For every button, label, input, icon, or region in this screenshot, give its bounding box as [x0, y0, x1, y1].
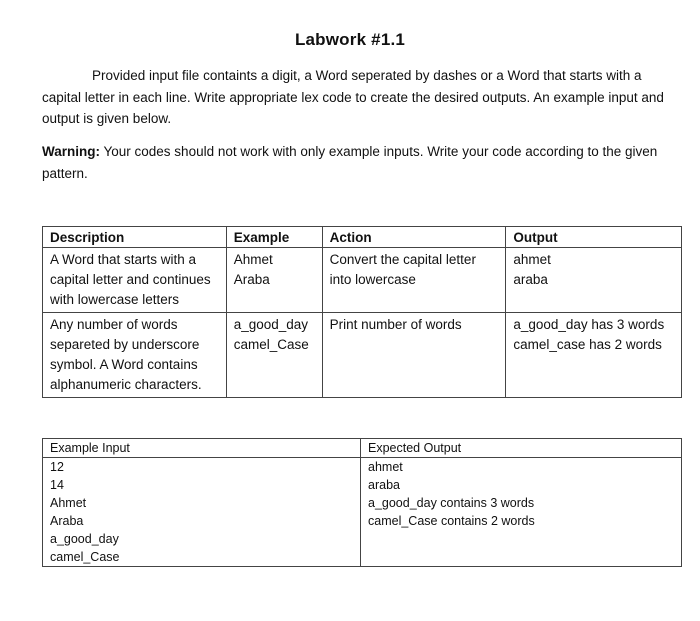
example-input-line: Ahmet [50, 496, 87, 510]
row1-example [226, 248, 322, 313]
row1-action: Convert the capital letter into lowercase [322, 248, 506, 313]
row2-output [506, 313, 682, 398]
table-row [43, 458, 682, 567]
example-io-table [42, 438, 682, 567]
header-example: Example [226, 227, 322, 248]
expected-output-line: a_good_day contains 3 words [368, 496, 535, 510]
row2-example-line: a_good_day [233, 317, 309, 332]
row2-action: Print number of words [322, 313, 506, 398]
header-output: Output [506, 227, 682, 248]
rules-table [42, 226, 682, 398]
row2-output-line: camel_case has 2 words [513, 337, 662, 352]
example-input-line: 12 [50, 460, 64, 474]
row2-output-line: a_good_day has 3 words [513, 317, 665, 332]
row1-output [506, 248, 682, 313]
row1-description: A Word that starts with a capital letter and continues with lowercase letters [43, 248, 227, 313]
header-description: Description [43, 227, 227, 248]
header-expected-output: Expected Output [361, 439, 682, 458]
rules-table-header-row [43, 227, 682, 248]
expected-output-cell [361, 458, 682, 567]
expected-output-line: araba [368, 478, 400, 492]
row2-example [226, 313, 322, 398]
table-row [43, 248, 682, 313]
example-input-line: a_good_day [50, 532, 119, 546]
expected-output-line: camel_Case contains 2 words [368, 514, 535, 528]
example-input-cell [43, 458, 361, 567]
row1-output-line: araba [513, 272, 548, 287]
table-row [43, 313, 682, 398]
warning-text: Your codes should not work with only example inputs. Write your code according to the given pattern. [42, 144, 658, 181]
warning-paragraph [42, 141, 667, 184]
row2-description: Any number of words separeted by underscore symbol. A Word contains alphanumeric characters. [43, 313, 227, 398]
example-input-line: camel_Case [50, 550, 120, 564]
header-action: Action [322, 227, 506, 248]
row2-example-line: camel_Case [233, 337, 309, 352]
row1-output-line: ahmet [513, 252, 551, 267]
row1-example-line: Ahmet [233, 252, 273, 267]
expected-output-line: ahmet [368, 460, 403, 474]
example-input-line: 14 [50, 478, 64, 492]
intro-paragraph: Provided input file containts a digit, a Word seperated by dashes or a Word that starts with a capital letter in each line. Write appropriate lex code to create the desired outputs. An example input and output is given below. [42, 68, 664, 126]
header-example-input: Example Input [43, 439, 361, 458]
warning-label: Warning: [42, 144, 100, 159]
document-title: Labwork #1.1 [294, 30, 406, 49]
example-io-header-row [43, 439, 682, 458]
example-input-line: Araba [50, 514, 84, 528]
row1-example-line: Araba [233, 272, 270, 287]
